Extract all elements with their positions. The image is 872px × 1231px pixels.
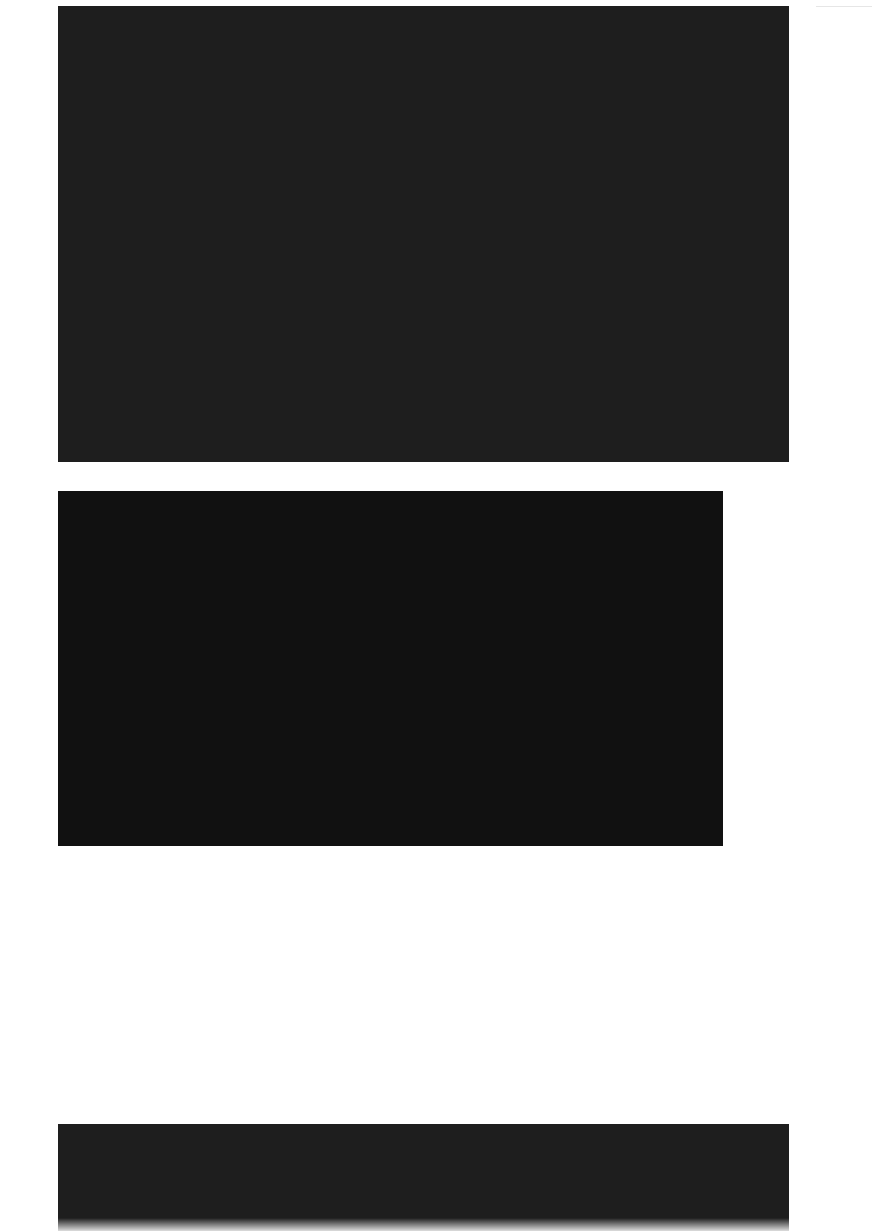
terminal-screenshot	[58, 491, 723, 846]
page-top-rule	[816, 0, 872, 7]
code-block-polynomial-text	[58, 1124, 789, 1128]
code-block-lattice	[58, 6, 789, 462]
bottom-fade	[0, 1218, 872, 1231]
code-block-lattice-text	[58, 6, 789, 9]
code-block-polynomial	[58, 1124, 789, 1231]
